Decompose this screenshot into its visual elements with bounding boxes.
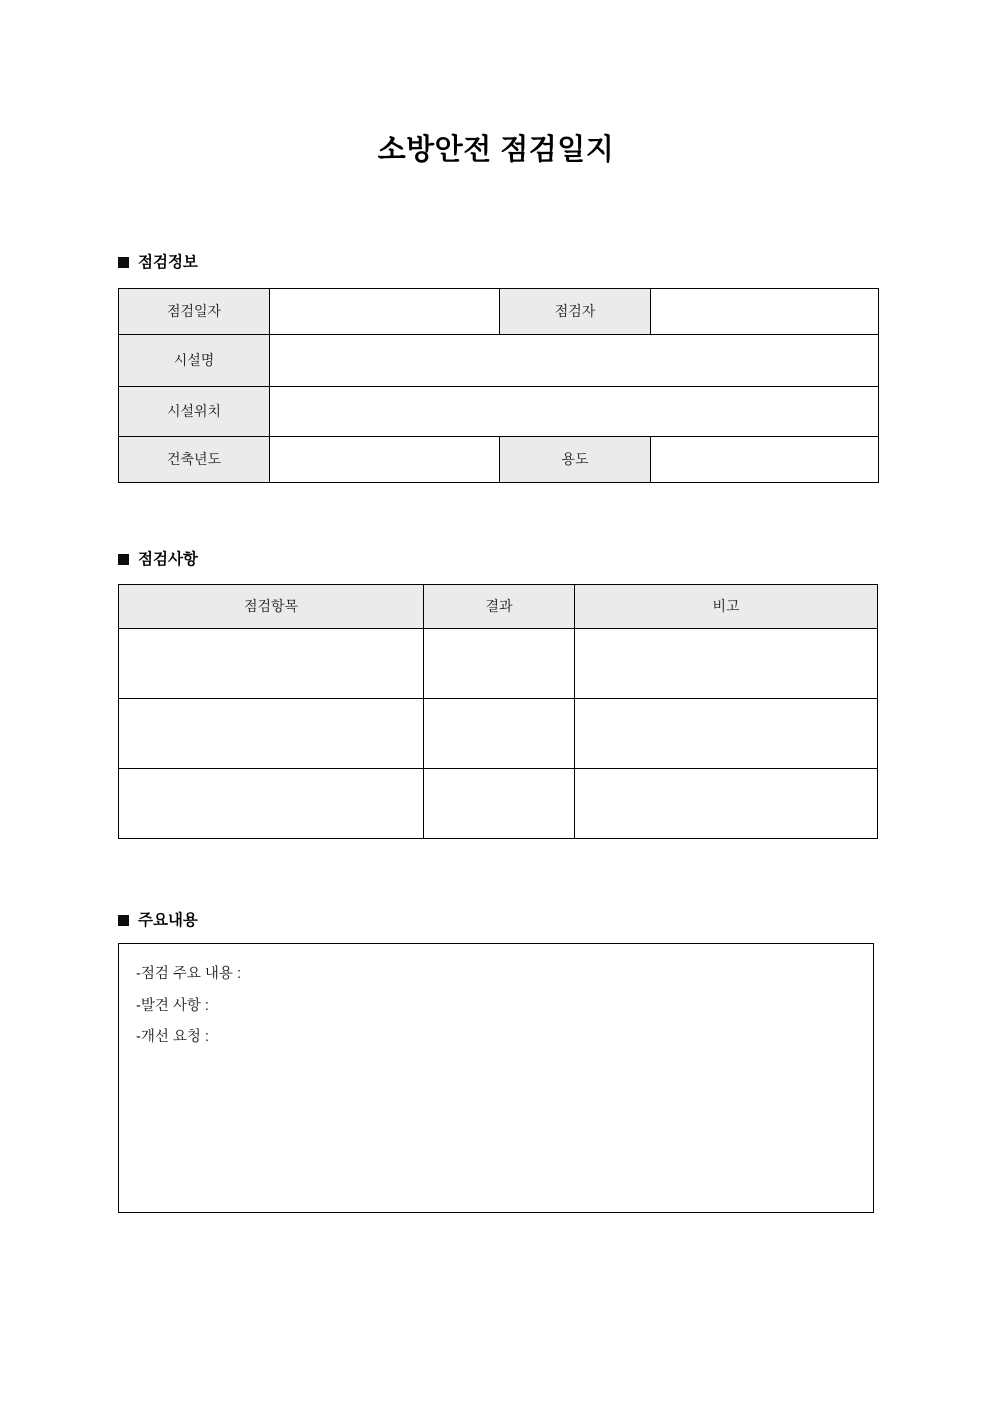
table-row	[119, 769, 878, 839]
column-header-item: 점검항목	[119, 585, 424, 629]
inspection-info-table	[118, 288, 879, 483]
column-header-result: 결과	[424, 585, 575, 629]
value-cell-facility-name[interactable]	[270, 335, 879, 387]
filled-square-bullet-icon	[118, 915, 129, 926]
cell-item[interactable]	[119, 629, 424, 699]
filled-square-bullet-icon	[118, 554, 129, 565]
label-cell-build-year: 건축년도	[119, 437, 270, 483]
label-cell-facility-location: 시설위치	[119, 387, 270, 437]
section-heading-main-content	[118, 913, 198, 929]
cell-remark[interactable]	[575, 769, 878, 839]
section-heading-label: 점검정보	[138, 254, 198, 271]
table-row	[119, 335, 879, 387]
value-cell-build-year[interactable]	[270, 437, 500, 483]
section-heading-inspection-info	[118, 255, 198, 271]
value-cell-inspector[interactable]	[651, 289, 879, 335]
cell-result[interactable]	[424, 769, 575, 839]
cell-item[interactable]	[119, 699, 424, 769]
filled-square-bullet-icon	[118, 257, 129, 268]
main-content-line-summary: -점검 주요 내용 :	[136, 966, 241, 982]
inspection-items-table	[118, 584, 878, 839]
label-cell-usage: 용도	[500, 437, 651, 483]
section-heading-inspection-items	[118, 552, 198, 568]
main-content-lines	[119, 944, 873, 1045]
cell-item[interactable]	[119, 769, 424, 839]
table-row	[119, 699, 878, 769]
cell-remark[interactable]	[575, 699, 878, 769]
label-cell-inspector: 점검자	[500, 289, 651, 335]
label-cell-inspection-date: 점검일자	[119, 289, 270, 335]
main-content-line-improvement: -개선 요청 :	[136, 1029, 209, 1045]
cell-result[interactable]	[424, 699, 575, 769]
column-header-remark: 비고	[575, 585, 878, 629]
page-title: 소방안전 점검일지	[377, 134, 615, 166]
table-row	[119, 629, 878, 699]
table-header-row	[119, 585, 878, 629]
section-heading-label: 주요내용	[138, 912, 198, 929]
main-content-line-findings: -발견 사항 :	[136, 997, 209, 1014]
table-row	[119, 437, 879, 483]
cell-result[interactable]	[424, 629, 575, 699]
table-row	[119, 289, 879, 335]
label-cell-facility-name: 시설명	[119, 335, 270, 387]
main-content-textbox[interactable]	[118, 943, 874, 1213]
value-cell-inspection-date[interactable]	[270, 289, 500, 335]
section-heading-label: 점검사항	[138, 551, 198, 568]
value-cell-usage[interactable]	[651, 437, 879, 483]
cell-remark[interactable]	[575, 629, 878, 699]
value-cell-facility-location[interactable]	[270, 387, 879, 437]
table-row	[119, 387, 879, 437]
